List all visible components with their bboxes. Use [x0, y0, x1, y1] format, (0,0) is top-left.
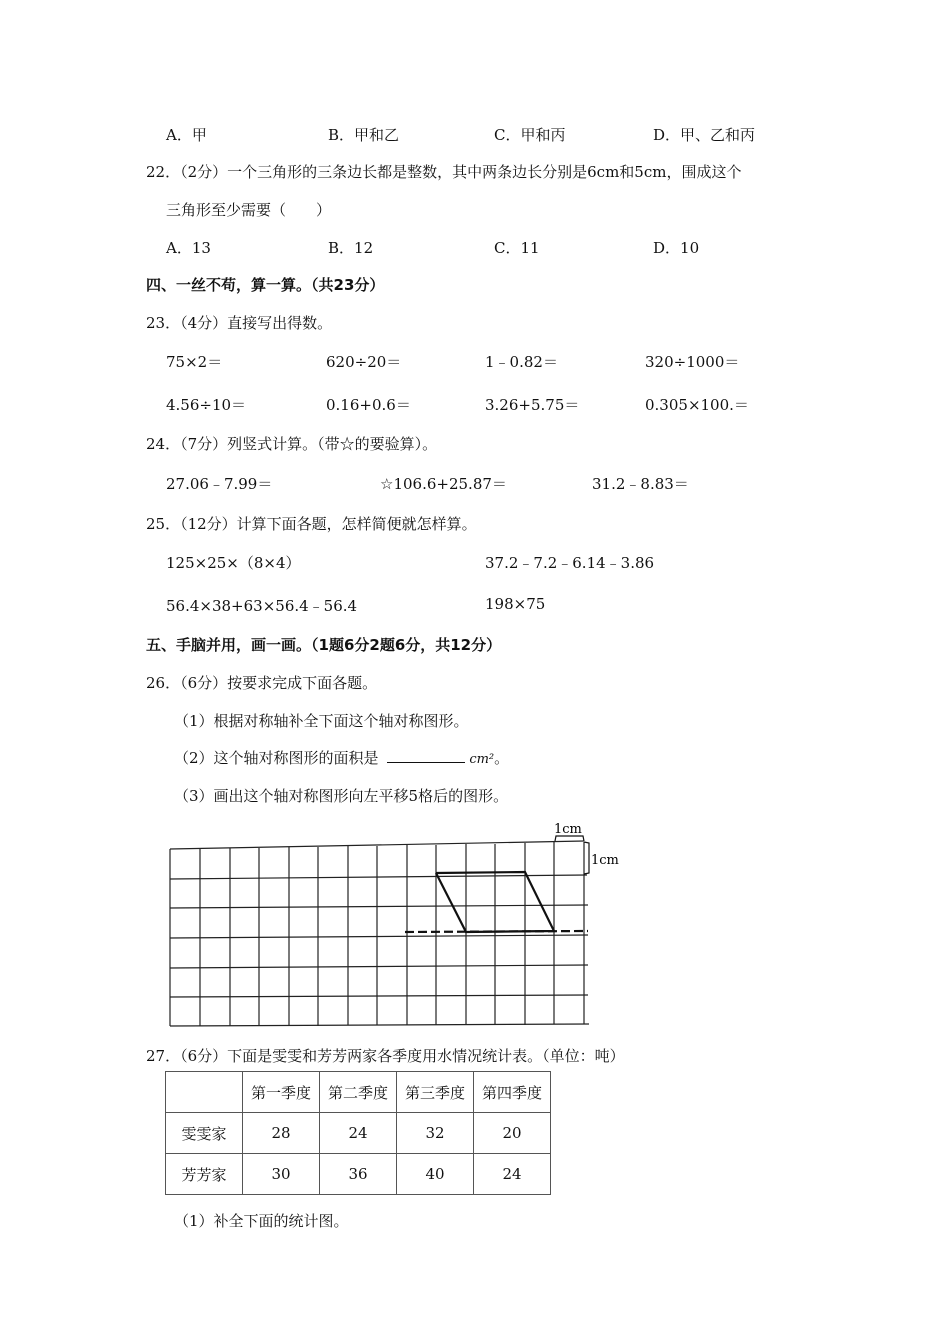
table-row — [166, 1154, 551, 1195]
grid-lines — [170, 841, 589, 1026]
q26-sub3: （3）画出这个轴对称图形向左平移5格后的图形。 — [174, 787, 509, 805]
q25-item: 56.4×38+63×56.4﹣56.4 — [166, 597, 358, 615]
table-header-cell: 第二季度 — [320, 1072, 397, 1113]
q22-question-line1: 22．（2分）一个三角形的三条边长都是整数，其中两条边长分别是6cm和5cm，围成这个 — [146, 163, 742, 181]
q27-title: 27．（6分）下面是雯雯和芳芳两家各季度用水情况统计表。（单位：吨） — [146, 1047, 625, 1065]
q26-sub2-end: 。 — [494, 749, 510, 767]
q27-sub1: （1）补全下面的统计图。 — [174, 1212, 349, 1230]
table-cell: 28 — [243, 1113, 320, 1154]
q23-title: 23．（4分）直接写出得数。 — [146, 314, 333, 332]
table-cell: 36 — [320, 1154, 397, 1195]
q21-option-a: A．甲 — [166, 126, 207, 144]
q24-item: 27.06﹣7.99＝ — [166, 475, 273, 493]
q25-item: 198×75 — [485, 595, 546, 613]
grid-figure — [160, 815, 630, 1030]
table-header-cell: 第一季度 — [243, 1072, 320, 1113]
q21-option-c: C．甲和丙 — [494, 126, 566, 144]
q23-item: 3.26+5.75＝ — [485, 396, 580, 414]
scale-label-horizontal: 1cm — [554, 822, 582, 837]
section-5-heading: 五、手脑并用，画一画。（1题6分2题6分，共12分） — [146, 636, 502, 654]
table-header-cell: 第四季度 — [474, 1072, 551, 1113]
table-cell: 20 — [474, 1113, 551, 1154]
q26-sub2-prefix: （2）这个轴对称图形的面积是 — [174, 749, 379, 767]
q26-sub2-unit: cm² — [469, 752, 495, 767]
q26-title: 26．（6分）按要求完成下面各题。 — [146, 674, 378, 692]
table-cell: 24 — [474, 1154, 551, 1195]
q23-item: 0.305×100.＝ — [645, 396, 749, 414]
q22-option-a: A．13 — [166, 239, 211, 257]
q22-option-b: B．12 — [328, 239, 374, 257]
q23-item: 4.56÷10＝ — [166, 396, 247, 414]
q25-item: 125×25×（8×4） — [166, 554, 301, 572]
scale-label-vertical: 1cm — [591, 853, 619, 868]
q22-option-d: D．10 — [653, 239, 700, 257]
row-label: 雯雯家 — [166, 1113, 243, 1154]
q26-sub2 — [174, 747, 509, 768]
q24-item: ☆106.6+25.87＝ — [380, 475, 507, 493]
table-cell: 32 — [397, 1113, 474, 1154]
scale-brace-vertical — [584, 842, 589, 874]
q23-item: 0.16+0.6＝ — [326, 396, 411, 414]
table-header-cell — [166, 1072, 243, 1113]
q25-item: 37.2﹣7.2﹣6.14﹣3.86 — [485, 554, 655, 572]
q22-question-line2: 三角形至少需要（ ） — [166, 201, 332, 219]
table-row — [166, 1113, 551, 1154]
q23-item: 620÷20＝ — [326, 353, 402, 371]
q21-option-d: D．甲、乙和丙 — [653, 126, 756, 144]
table-cell: 24 — [320, 1113, 397, 1154]
table-cell: 40 — [397, 1154, 474, 1195]
q23-item: 75×2＝ — [166, 353, 223, 371]
q25-title: 25．（12分）计算下面各题，怎样简便就怎样算。 — [146, 515, 477, 533]
table-header-row — [166, 1072, 551, 1113]
q24-title: 24．（7分）列竖式计算。（带☆的要验算）。 — [146, 435, 438, 453]
q23-item: 320÷1000＝ — [645, 353, 740, 371]
answer-blank[interactable] — [387, 748, 465, 763]
table-cell: 30 — [243, 1154, 320, 1195]
water-usage-table — [165, 1071, 551, 1195]
q24-item: 31.2﹣8.83＝ — [592, 475, 689, 493]
table-header-cell: 第三季度 — [397, 1072, 474, 1113]
q21-option-b: B．甲和乙 — [328, 126, 400, 144]
q23-item: 1﹣0.82＝ — [485, 353, 558, 371]
section-4-heading: 四、一丝不苟，算一算。（共23分） — [146, 276, 385, 294]
symmetry-axis — [405, 931, 588, 932]
row-label: 芳芳家 — [166, 1154, 243, 1195]
q22-option-c: C．11 — [494, 239, 540, 257]
q26-sub1: （1）根据对称轴补全下面这个轴对称图形。 — [174, 712, 469, 730]
